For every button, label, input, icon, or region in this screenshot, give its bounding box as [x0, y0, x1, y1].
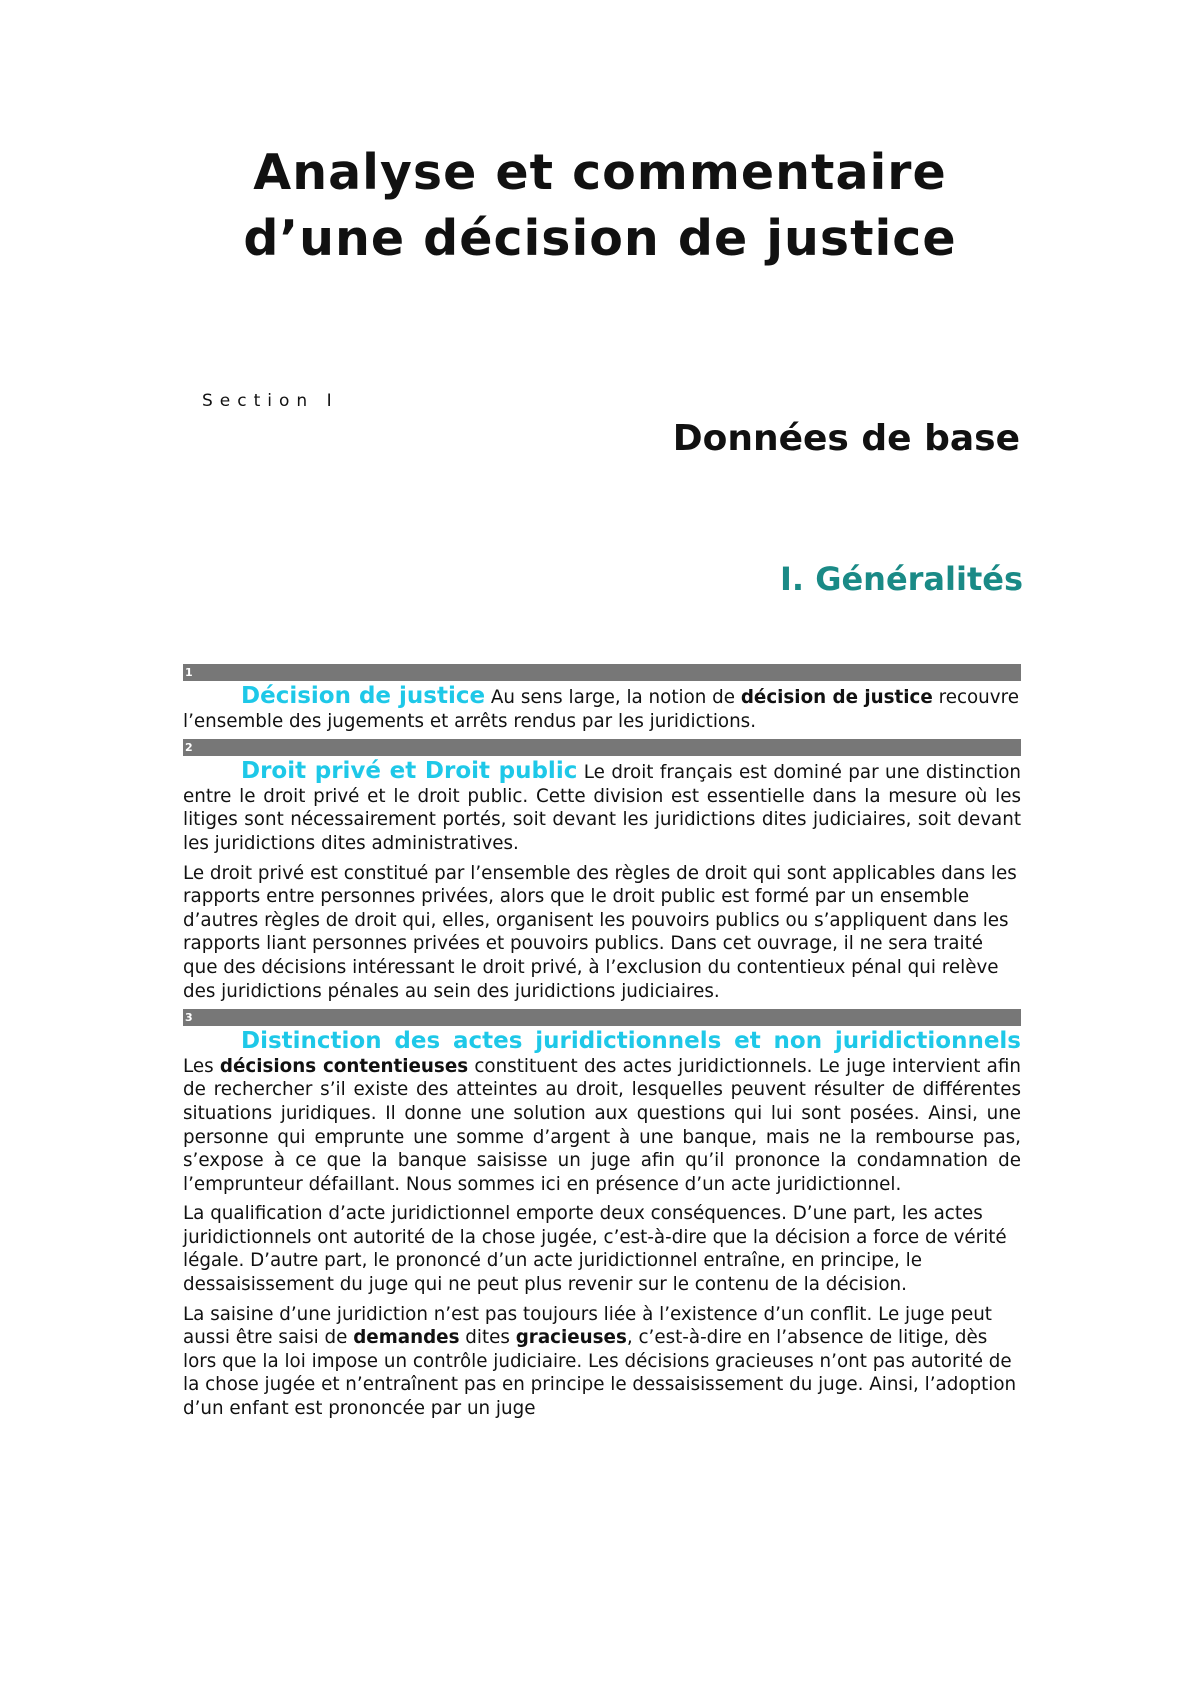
- entry-text: Les: [183, 1055, 220, 1077]
- entry-bold-term: gracieuses: [515, 1327, 627, 1349]
- entry-title: Droit privé et Droit public: [241, 758, 578, 785]
- entry-1: [183, 664, 1021, 733]
- entry-text: Le droit français est dominé par une distinction entre le droit privé et le droit public. Cette division est essentielle dans la mesure où les litiges sont nécessairement portés, soit devant les juridictions dites judiciaires, soit devant les juridictions dites administratives.: [183, 762, 1021, 854]
- document-title-line-2: d’une décision de justice: [243, 210, 957, 267]
- entry-2: [183, 739, 1021, 1003]
- entry-3: [183, 1009, 1021, 1421]
- chapter-title: I. Généralités: [779, 560, 1023, 598]
- entry-bold-term: décision de justice: [740, 687, 933, 708]
- entry-text: recouvre l’ensemble des jugements et arrêts rendus par les juridictions.: [183, 687, 1019, 732]
- entry-text: , c’est-à-dire en l’absence de litige, dès lors que la loi impose un contrôle judiciaire. Les décisions gracieuses n’ont pas autorité de la chose jugée et n’entraînent pas en principe le dessaisissement du juge. Ainsi, l’adoption d’un enfant est prononcée par un juge: [183, 1327, 1017, 1420]
- section-title: Données de base: [672, 418, 1020, 459]
- entry-text: La saisine d’une juridiction n’est pas toujours liée à l’existence d’un conflit. Le juge peut aussi être saisi de: [183, 1303, 992, 1349]
- entry-title: Décision de justice: [241, 683, 486, 709]
- entry-bold-term: demandes: [353, 1327, 460, 1349]
- entry-number-bar: 2: [183, 739, 1021, 756]
- entry-text: dites: [459, 1327, 516, 1349]
- entry-paragraph: [183, 685, 1021, 733]
- entry-number-bar: 1: [183, 664, 1021, 681]
- entry-text: constituent des actes juridictionnels. Le juge intervient afin de rechercher s’il existe des atteintes au droit, lesquelles peuvent résulter de différentes situations juridiques. Il donne une solution aux questions qui lui sont posées. Ainsi, une personne qui emprunte une somme d’argent à une banque, mais ne la rembourse pas, s’expose à ce que la banque saisisse un juge afin qu’il prononce la condamnation de l’emprunteur défaillant. Nous sommes ici en présence d’un acte juridictionnel.: [183, 1055, 1021, 1195]
- entry-text: Au sens large, la notion de: [485, 687, 741, 708]
- document-title-line-1: Analyse et commentaire: [253, 144, 947, 201]
- entry-bold-term: décisions contentieuses: [219, 1055, 469, 1077]
- entry-title: Distinction des actes juridictionnels et non juridictionnels: [241, 1028, 1021, 1055]
- entry-paragraph: La qualification d’acte juridictionnel emporte deux conséquences. D’une part, les actes juridictionnels ont autorité de la chose jugée, c’est-à-dire que la décision a force de vérité légale. D’autre part, le prononcé d’un acte juridictionnel entraîne, en principe, le dessaisissement du juge qui ne peut plus revenir sur le contenu de la décision.: [183, 1203, 1007, 1296]
- document-title: [0, 140, 1200, 272]
- entry-number-bar: 3: [183, 1009, 1021, 1026]
- entry-paragraph: [183, 1030, 1021, 1196]
- entry-paragraph: Le droit privé est constitué par l’ensemble des règles de droit qui sont applicables dans les rapports entre personnes privées, alors que le droit public est formé par un ensemble d’autres règles de droit qui, elles, organisent les pouvoirs publics ou s’appliquent dans les rapports liant personnes privées et pouvoirs publics. Dans cet ouvrage, il ne sera traité que des décisions intéressant le droit privé, à l’exclusion du contentieux pénal qui relève des juridictions pénales au sein des juridictions judiciaires.: [183, 862, 1017, 1002]
- entry-paragraph: [183, 1303, 1021, 1421]
- entry-paragraph: [183, 760, 1021, 855]
- document-body: [183, 664, 1021, 1427]
- section-label: Section I: [202, 391, 339, 411]
